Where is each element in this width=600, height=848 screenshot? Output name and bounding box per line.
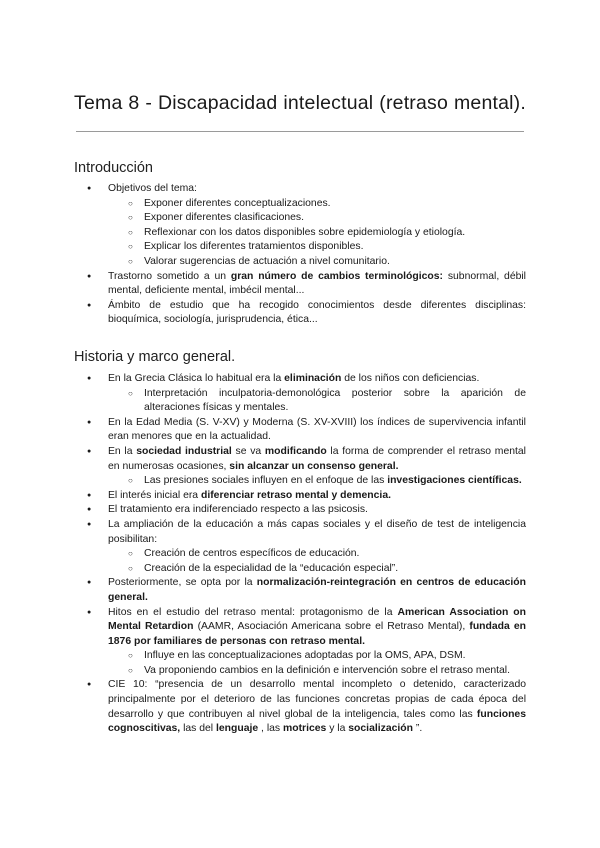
list-item <box>74 489 526 504</box>
text-run: y la <box>326 723 349 735</box>
list-item-text: Ámbito de estudio que ha recogido conocimientos desde diferentes disciplinas: bioquímica, sociología, jurisprudencia, ética... <box>108 299 526 326</box>
list-item-text: El tratamiento era indiferenciado respecto a las psicosis. <box>108 504 368 516</box>
sub-list-item: ○ Exponer diferentes clasificaciones. <box>108 211 526 226</box>
sub-list <box>108 197 526 270</box>
section-heading-introduccion: Introducción <box>74 160 153 176</box>
text-run: la forma de comprender el retraso mental en numerosas ocasiones, <box>108 445 526 472</box>
text-run: las del <box>180 723 216 735</box>
text-run: (AAMR, Asociación Americana sobre el Retraso Mental), <box>193 621 470 633</box>
section-list-introduccion <box>74 182 526 328</box>
title-divider <box>76 131 524 132</box>
bold-text: funciones cognoscitivas, <box>108 708 526 735</box>
section-heading-historia: Historia y marco general. <box>74 349 236 365</box>
sub-list-item: ○ Explicar los diferentes tratamientos disponibles. <box>108 240 526 255</box>
list-item-text <box>108 446 526 472</box>
bold-text: normalización-reintegración en centros de educación general. <box>108 577 526 603</box>
sub-list <box>108 387 526 416</box>
list-item-text <box>108 490 391 501</box>
text-run: , las <box>258 723 283 735</box>
bold-text: investigaciones científicas. <box>387 475 522 487</box>
sub-list-item: ○ Interpretación inculpatoria-demonológica posterior sobre la aparición de alteraciones físicas y mentales. <box>108 387 526 416</box>
sub-list <box>108 474 526 489</box>
list-item <box>74 606 526 679</box>
sub-list-item: ○ Creación de centros específicos de educación. <box>108 547 526 562</box>
sub-list-item: ○ Influye en las conceptualizaciones adoptadas por la OMS, APA, DSM. <box>108 649 526 664</box>
text-run: se va <box>231 445 265 457</box>
list-item-text <box>108 577 526 603</box>
text-run: CIE 10: “presencia de un desarrollo mental incompleto o detenido, caracterizado principalmente por el deterioro de las funciones concretas propias de cada época del desarrollo y que contribuyen al nivel global de la inteligencia, tales como las <box>108 679 526 720</box>
list-item-text <box>108 271 526 297</box>
text-run: Trastorno sometido a un <box>108 270 231 282</box>
sub-list-item: ○ Creación de la especialidad de la “educación especial”. <box>108 562 526 577</box>
sub-list-item: ○ Exponer diferentes conceptualizaciones. <box>108 197 526 212</box>
text-run: El interés inicial era <box>108 489 201 501</box>
sub-list-item: ○ Va proponiendo cambios en la definición e intervención sobre el retraso mental. <box>108 664 526 679</box>
bold-text: socialización <box>348 723 413 735</box>
list-item <box>74 416 526 445</box>
bold-text: lenguaje <box>216 723 259 735</box>
text-run: ”. <box>412 723 423 735</box>
list-item-text: Objetivos del tema: <box>108 183 197 194</box>
list-item <box>74 503 526 518</box>
list-item <box>74 445 526 489</box>
sub-list-item: ○ Reflexionar con los datos disponibles sobre epidemiología y etiología. <box>108 226 526 241</box>
list-item-text: La ampliación de la educación a más capas sociales y el diseño de test de inteligencia posibilitan: <box>108 518 526 545</box>
text-run: Posteriormente, se opta por la <box>108 577 257 589</box>
bold-text: modificando <box>264 445 327 457</box>
bold-text: eliminación <box>284 373 342 384</box>
list-item <box>74 182 526 270</box>
bold-text: American Association on Mental Retardion <box>108 606 526 633</box>
text-run: Hitos en el estudio del retraso mental: protagonismo de la <box>108 606 398 618</box>
bold-text: diferenciar retraso mental y demencia. <box>200 489 391 501</box>
list-item-text <box>108 373 479 384</box>
bold-text: sin alcanzar un consenso general. <box>229 460 399 472</box>
list-item <box>74 372 526 416</box>
sub-list <box>108 547 526 576</box>
text-run: subnormal, débil mental, deficiente mental, imbécil mental... <box>108 270 526 297</box>
list-item <box>74 299 526 328</box>
list-item-text: En la Edad Media (S. V-XV) y Moderna (S. XV-XVIII) los índices de supervivencia infantil eran menores que en la actualidad. <box>108 416 526 443</box>
text-run: En la Grecia Clásica lo habitual era la <box>108 373 285 384</box>
list-item <box>74 576 526 605</box>
list-item-text <box>108 607 526 647</box>
sub-list <box>108 649 526 678</box>
sub-list-item: ○ Valorar sugerencias de actuación a nivel comunitario. <box>108 255 526 270</box>
list-item-text <box>108 679 526 734</box>
bold-text: motrices <box>283 723 327 735</box>
page-title: Tema 8 - Discapacidad intelectual (retraso mental). <box>74 92 526 114</box>
sub-list-item <box>108 474 526 489</box>
bold-text: fundada en 1876 por familiares de personas con retraso mental. <box>108 621 526 647</box>
bold-text: gran número de cambios terminológicos: <box>230 270 443 282</box>
list-item <box>74 270 526 299</box>
text-run: Las presiones sociales influyen en el enfoque de las <box>144 475 388 487</box>
text-run: En la <box>108 445 137 457</box>
list-item <box>74 518 526 576</box>
bold-text: sociedad industrial <box>136 445 232 457</box>
text-run: de los niños con deficiencias. <box>341 373 480 384</box>
list-item <box>74 678 526 736</box>
section-list-historia <box>74 372 526 737</box>
